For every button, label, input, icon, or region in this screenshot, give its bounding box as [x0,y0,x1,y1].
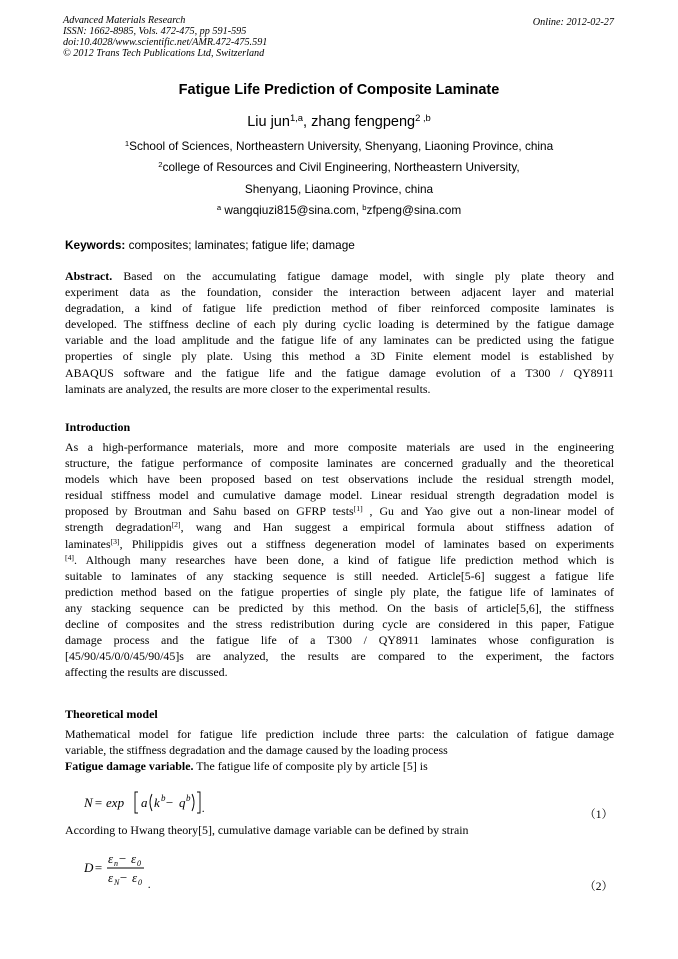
eq2-den-eps-N: ε [108,870,114,885]
intro-line: models which have been proposed based on test observations include the residual strength model, [65,472,614,487]
hwang-line: According to Hwang theory[5], cumulative damage variable can be defined by strain [65,823,469,837]
eq2-num-sub-0: 0 [137,859,141,868]
equation-1-svg [84,790,224,816]
author-2-sup: 2 ,b [415,111,431,123]
eq2-num-eps-n: ε [108,851,114,866]
hwang-text [65,822,614,838]
author-separator: , [303,114,312,130]
affiliation-1 [0,139,678,153]
intro-line: prediction method based on the fatigue properties of single ply plate, the fatigue life of laminates of [65,584,614,599]
abstract-label: Abstract. [65,269,113,283]
author-1: Liu jun [247,114,290,130]
theory-heading: Theoretical model [65,707,158,721]
equation-2-svg [84,850,174,892]
theory-line: Fatigue damage variable. The fatigue life of composite ply by article [5] is [65,759,428,774]
affiliation-1-sup: 1 [124,138,130,148]
affiliation-2 [0,160,678,174]
eq2-num-minus: − [118,851,127,866]
eq1-q: q [179,795,186,810]
author-line [0,111,678,130]
affiliation-2-sup: 2 [158,159,163,169]
doi-link[interactable]: doi:10.4028/www.scientific.net/AMR.472-475.591 [63,37,268,48]
intro-line: structure, the fatigue performance of composite laminates are concerned gradually and the theoretical [65,456,614,471]
eq1-lhs: N [84,795,93,810]
email-line [0,203,678,217]
abstract-line: degradation, a kind of fatigue life prediction method of fiber reinforced composite laminates is [65,301,614,316]
theory-line: variable, the stiffness degradation and the damage caused by the loading process [65,743,448,758]
eq1-minus: − [165,795,174,810]
intro-line: any stacking sequence can be predicted by this method. On the basis of article[5,6], the stiffness [65,600,614,615]
eq1-dot: . [202,801,205,815]
intro-line: damage process and the fatigue life of a T300 / QY8911 laminates whose configuration is [65,633,614,648]
intro-line: proposed by Broutman and Sahu based on GFRP tests[1] , Gu and Yao give out a non-linear model of [65,504,614,519]
author-1-sup: 1,a [289,111,304,123]
affiliation-2-text: college of Resources and Civil Engineering, Northeastern University, [162,160,520,174]
eq1-exp: = exp [94,795,125,810]
eq1-left-bracket [135,792,138,813]
eq2-den-minus: − [119,870,128,885]
citation-4[interactable]: [4] [65,552,75,562]
eq2-den-sub-0: 0 [138,878,142,887]
affiliation-2-city: Shenyang, Liaoning Province, china [244,182,434,196]
issn-line: ISSN: 1662-8985, Vols. 472-475, pp 591-595 [63,26,247,37]
online-date: Online: 2012-02-27 [532,17,614,28]
abstract-line: properties of single ply plate. Using this method a 3D Finite element model is established by [65,349,614,364]
keywords-label: Keywords: [65,238,126,252]
eq1-k: k [154,795,160,810]
citation-2[interactable]: [2] [171,520,181,530]
intro-line: laminates[3], Philippidis gives out a stiffness degeneration model of laminates based on experiments [65,536,614,551]
eq1-right-bracket [197,792,200,813]
eq1-a: a [141,795,148,810]
eq2-num-sub-n: n [114,859,118,868]
eq2-dot: . [148,877,151,891]
equation-1-number: （1） [584,809,613,821]
intro-line: residual stiffness model and cumulative damage model. Linear residual strength degradation model is [65,488,614,503]
intro-line: [4]. Although many researches have been done, a kind of fatigue life prediction method which is [65,552,614,567]
introduction-body [65,439,614,680]
eq2-num-eps-0: ε [131,851,137,866]
keywords-text: composites; laminates; fatigue life; damage [125,238,355,252]
eq1-right-paren [192,794,194,811]
eq2-den-sub-N: N [114,878,120,887]
intro-line: strength degradation[2], wang and Han suggest a empirical formula about stiffness adation of [65,520,614,535]
abstract-line: ABAQUS software and the fatigue life and the fatigue damage evolution of a T300 / QY8911 [65,365,614,380]
eq2-lhs: D [84,860,94,875]
intro-line: As a high-performance materials, more and more composite materials are used in the engineering [65,440,614,454]
abstract-line: experiment data as the foundation, consider the interaction between adjacent layer and material [65,285,614,300]
eq2-den-eps-0: ε [132,870,138,885]
abstract-line: developed. The stiffness decline of each ply during cyclic loading is determined by the fatigue damage [65,317,614,332]
theory-body [65,726,614,774]
intro-line: affecting the results are discussed. [65,665,228,680]
abstract-line: laminats are analyzed, the results are more closer to the experimental results. [65,381,431,396]
equation-2-number: （2） [584,881,613,893]
abstract [65,268,614,397]
equation-1 [84,790,224,816]
copyright-line: © 2012 Trans Tech Publications Ltd, Switzerland [63,48,265,59]
citation-3[interactable]: [3] [110,536,120,546]
abstract-line: Abstract. Based on the accumulating fatigue damage model, with single ply plate theory and [65,269,614,283]
introduction-heading: Introduction [65,420,131,434]
equation-2 [84,850,174,892]
eq2-equals: = [94,860,103,875]
email-a-sup: a [216,202,222,212]
journal-name: Advanced Materials Research [63,15,186,26]
author-2: zhang fengpeng [311,114,416,130]
email-b-sup: b [362,202,367,212]
email-b[interactable]: zfpeng@sina.com [366,203,462,217]
paper-title: Fatigue Life Prediction of Composite Laminate [178,82,500,98]
email-a[interactable]: wangqiuzi815@sina.com, [221,203,363,217]
intro-line: decline of composites and the stress redistribution during cycle are considered in this paper, Fatigue [65,617,614,632]
abstract-line: variable and the load amplitude and the fatigue life of any laminates can be predicted using the fatigue [65,333,614,348]
eq1-b2: b [186,793,191,803]
fatigue-damage-variable-label: Fatigue damage variable. [65,759,194,774]
eq1-left-paren [150,794,152,811]
intro-line: suitable to laminates of any stacking sequence is still needed. Article[5-6] suggest a fatigue life [65,568,614,583]
keywords [65,238,355,252]
citation-1[interactable]: [1] [353,504,363,514]
eq1-b1: b [161,793,166,803]
affiliation-1-text: School of Sciences, Northeastern University, Shenyang, Liaoning Province, china [129,139,554,153]
intro-line: [45/90/45/0/0/45/90/45]s are analyzed, the results are compared to the experiment, the factors [65,649,614,664]
theory-line: Mathematical model for fatigue life prediction include three parts: the calculation of fatigue damage [65,727,614,741]
